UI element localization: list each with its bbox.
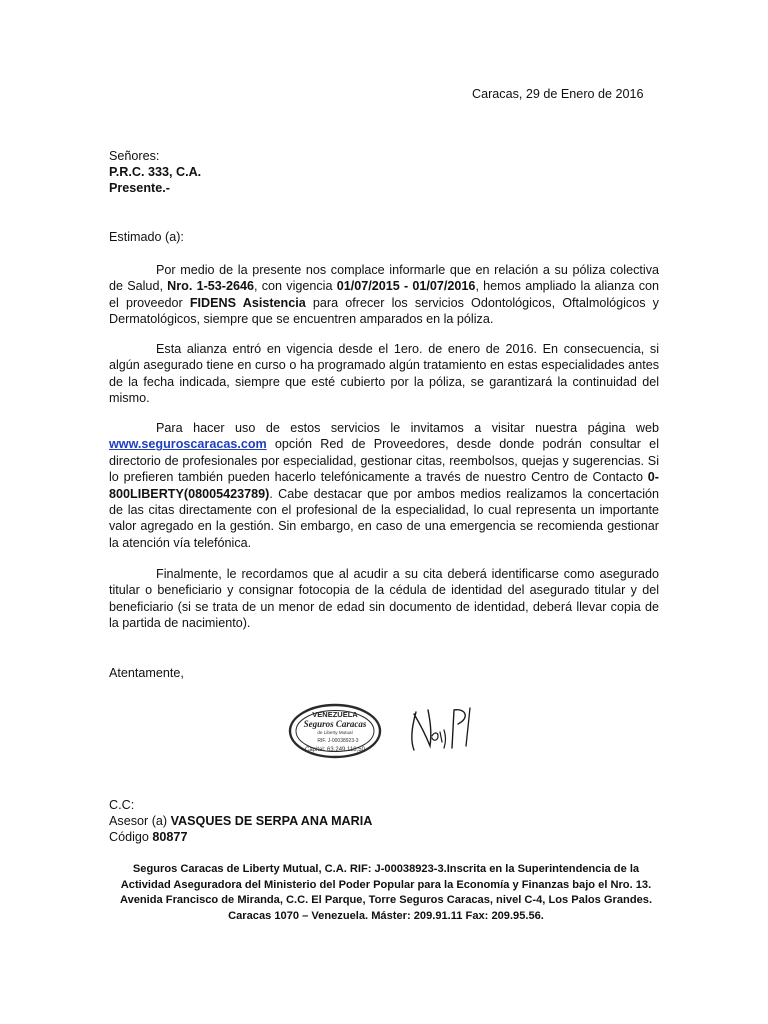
recipient-line-3: Presente.- bbox=[109, 181, 170, 195]
website-link[interactable]: www.seguroscaracas.com bbox=[109, 437, 267, 452]
stamp-bottom-text: Capital: 63.249.118,50 bbox=[305, 747, 365, 753]
p3-text-b: opción Red de Proveedores, desde donde podrán consultar el directorio de profesionales por especialidad, gestionar citas, reembolsos, quejas y sugerencias. Si lo prefieren también pueden hacerlo telefónicamente a través de nuestro Centro de Contacto bbox=[109, 437, 659, 485]
policy-number: Nro. 1-53-2646 bbox=[167, 279, 255, 294]
stamp-top-text: VENEZUELA bbox=[312, 710, 358, 719]
p4-text: Finalmente, le recordamos que al acudir a su cita deberá identificarse como asegurado titular o beneficiario y consignar fotocopia de la cédula de identidad del asegurado titular y del beneficiario (si se trata de un menor de edad sin documento de identidad, deberá llevar copia de la partida de nacimiento). bbox=[109, 567, 659, 631]
salutation: Estimado (a): bbox=[109, 230, 184, 244]
footer-line-4: Caracas 1070 – Venezuela. Máster: 209.91.11 Fax: 209.95.56. bbox=[228, 909, 544, 922]
footer-line-3: Avenida Francisco de Miranda, C.C. El Parque, Torre Seguros Caracas, nivel C-4, Los Palos Grandes. bbox=[119, 894, 653, 906]
date-line: Caracas, 29 de Enero de 2016 bbox=[472, 87, 644, 101]
footer-line-2: Actividad Aseguradora del Ministerio del Poder Popular para la Economía y Finanzas bajo el Nro. 13. bbox=[120, 878, 652, 891]
advisor-name: VASQUES DE SERPA ANA MARIA bbox=[170, 814, 373, 828]
paragraph-1 bbox=[109, 262, 659, 328]
advisor-prefix: Asesor (a) bbox=[109, 814, 171, 828]
p1-text-e: , hemos ampliado la alianza con el proveedor bbox=[109, 279, 659, 310]
code-prefix: Código bbox=[109, 830, 153, 844]
stamp-rif-text: RIF. J-00038923-3 bbox=[317, 738, 359, 744]
p3-text-a: Para hacer uso de estos servicios le invitamos a visitar nuestra página web bbox=[156, 421, 659, 435]
stamp-brand-text: Seguros Caracas bbox=[303, 719, 367, 729]
closing: Atentamente, bbox=[109, 666, 184, 680]
recipient-line-2: P.R.C. 333, C.A. bbox=[109, 165, 202, 179]
stamp-sub-text: de Liberty Mutual bbox=[317, 730, 353, 735]
footer-line-1: Seguros Caracas de Liberty Mutual, C.A. RIF: J-00038923-3.Inscrita en la Superintendencia de la bbox=[132, 863, 640, 875]
advisor-code: 80877 bbox=[152, 830, 188, 844]
paragraph-2 bbox=[109, 341, 659, 407]
cc-label: C.C: bbox=[109, 798, 135, 812]
signature-block bbox=[288, 700, 488, 762]
paragraph-4 bbox=[109, 566, 659, 632]
p3-text-d: . Cabe destacar que por ambos medios realizamos la concertación de las citas directamente con el profesional de la especialidad, lo cual representa un importante valor agregado en la gestión. Sin embargo, en caso de una emergencia se recomienda gestionar la atención vía telefónica. bbox=[109, 486, 659, 550]
paragraph-3 bbox=[109, 420, 659, 551]
cc-advisor bbox=[109, 813, 372, 829]
provider-name: FIDENS Asistencia bbox=[189, 295, 306, 310]
contact-center-number: 0-800LIBERTY(08005423789) bbox=[109, 470, 659, 501]
recipient-line-1: Señores: bbox=[109, 149, 160, 163]
company-footer bbox=[100, 862, 672, 924]
p2-text: Esta alianza entró en vigencia desde el 1ero. de enero de 2016. En consecuencia, si algún asegurado tiene en curso o ha programado algún tratamiento en estas especialidades antes de la fecha indicada, siempre que esté cubierto por la póliza, se garantizará la continuidad del mismo. bbox=[109, 342, 659, 406]
p1-text-a: Por medio de la presente nos complace informarle que en relación a su póliza colectiva de Salud, bbox=[109, 263, 659, 294]
handwritten-signature bbox=[400, 702, 480, 758]
p1-text-g: para ofrecer los servicios Odontológicos, Oftalmológicos y Dermatológicos, siempre que se encuentren amparados en la póliza. bbox=[109, 295, 659, 327]
policy-validity: 01/07/2015 - 01/07/2016 bbox=[336, 279, 476, 294]
cc-code bbox=[109, 829, 187, 845]
p1-text-c: , con vigencia bbox=[254, 279, 337, 294]
